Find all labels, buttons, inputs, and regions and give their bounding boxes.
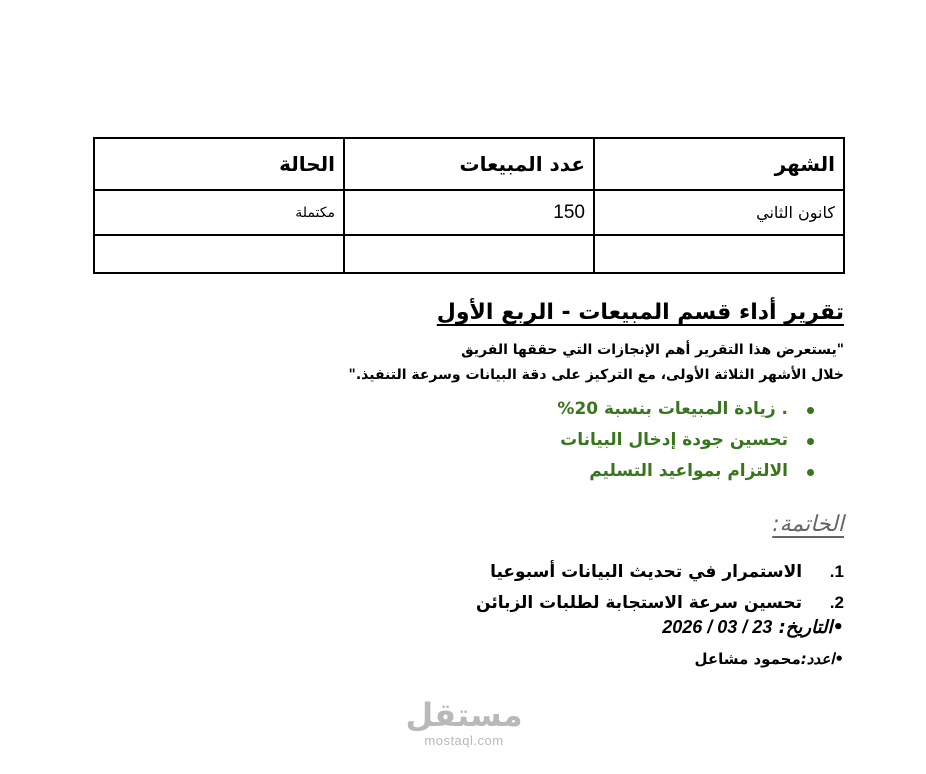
table-cell-sales-count [344, 235, 594, 273]
author-line [694, 650, 844, 668]
watermark-url: mostaql.com [424, 733, 504, 748]
conclusion-heading: الخاتمة: [772, 512, 844, 537]
table-cell-status [94, 235, 344, 273]
author-name: محمود مشاعل [694, 650, 801, 668]
table-header-status: الحالة [94, 138, 344, 190]
watermark-logo-text: مستقل [405, 696, 523, 734]
list-item-number: 2. [829, 593, 844, 612]
table-cell-status: مكتملة [94, 190, 344, 235]
list-item [476, 587, 844, 618]
table-cell-month: كانون الثاني [594, 190, 844, 235]
list-item [476, 556, 844, 587]
list-item-text: تحسين جودة إدخال البيانات [560, 430, 788, 450]
date-label: •التاريخ: [778, 617, 844, 638]
list-item-text: تحسين سرعة الاستجابة لطلبات الزبائن [476, 593, 803, 613]
watermark-logo [399, 697, 529, 749]
list-item [557, 394, 814, 425]
achievements-list [557, 394, 814, 487]
list-item-number: 1. [829, 562, 844, 581]
bullet-dot-icon [807, 438, 814, 445]
bullet-dot-icon [807, 407, 814, 414]
report-title: تقرير أداء قسم المبيعات - الربع الأول [436, 300, 844, 325]
sales-table [93, 137, 845, 274]
table-header-sales-count: عدد المبيعات [344, 138, 594, 190]
list-item-text: . زيادة المبيعات بنسبة 20% [557, 399, 788, 419]
list-item [557, 425, 814, 456]
table-cell-sales-count: 150 [344, 190, 594, 235]
report-intro-line-2: خلال الأشهر الثلاثة الأولى، مع التركيز على دقة البيانات وسرعة التنفيذ." [348, 367, 844, 383]
list-item-text: الاستمرار في تحديث البيانات أسبوعيا [490, 562, 803, 582]
table-header-row [94, 138, 844, 190]
report-intro-line-1: "يستعرض هذا التقرير أهم الإنجازات التي حققها الفريق [461, 342, 844, 358]
date-line [662, 617, 844, 638]
table-cell-month [594, 235, 844, 273]
conclusion-list [476, 556, 844, 618]
table-row [94, 235, 844, 273]
author-label: •اعدد: [800, 650, 844, 668]
table-header-month: الشهر [594, 138, 844, 190]
bullet-dot-icon [807, 469, 814, 476]
table-row [94, 190, 844, 235]
list-item-text: الالتزام بمواعيد التسليم [589, 461, 788, 481]
date-value: 2026 / 03 / 23 [662, 617, 773, 637]
list-item [557, 456, 814, 487]
